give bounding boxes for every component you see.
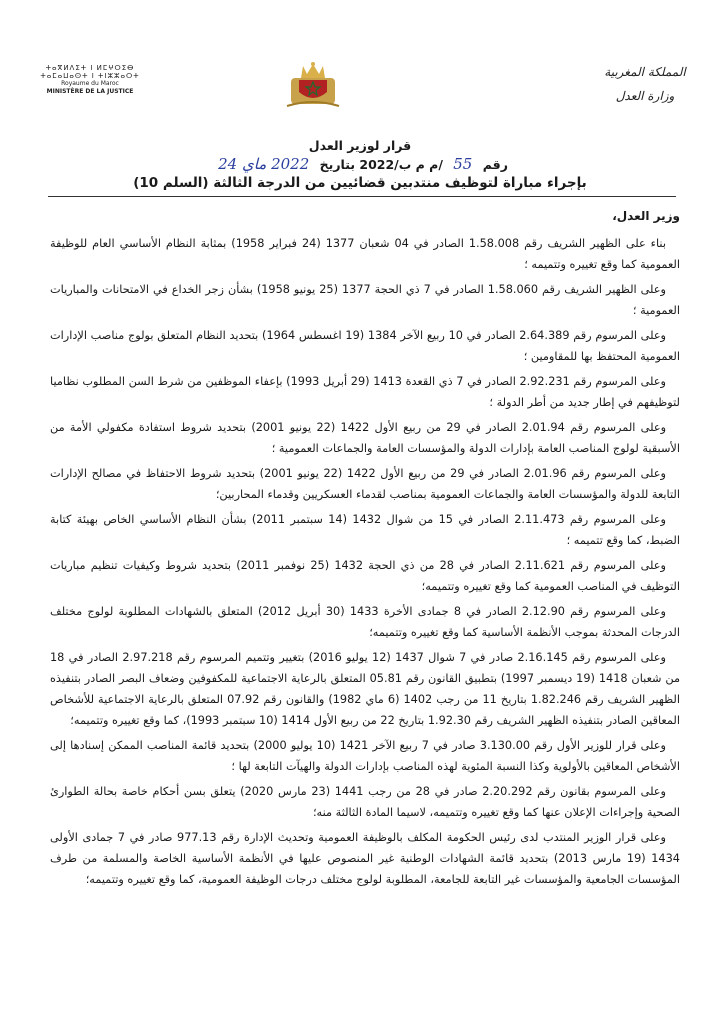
recital-paragraph: بناء على الظهير الشريف رقم 1.58.008 الصادر في 04 شعبان 1377 (24 فبراير 1958) بمثابة النظام الأساسي العام للوظيفة العمومية كما وقع تغييره وتتميمه ؛: [50, 237, 680, 271]
recital-paragraph: وعلى الظهير الشريف رقم 1.58.060 الصادر في 7 ذي الحجة 1377 (25 يونيو 1958) بشأن زجر الخداع في الامتحانات والمباريات العمومية ؛: [50, 283, 680, 317]
recital-paragraph: وعلى قرار الوزير المنتدب لدى رئيس الحكومة المكلف بالوظيفة العمومية وتحديث الإدارة رقم 977.13 صادر في 7 جمادى الأولى 1434 (19 مارس 2013) بتحديد قائمة الشهادات الوطنية غير المنصوص عليها في الأنظمة الأساسية الخاصة والمسلمة من طرف المؤسسات الجامعية والمؤسسات غير التابعة للجامعة، المطلوبة لولوج مختلف درجات الوظيفة العمومية، كما وقع تغييره وتتميمه؛: [50, 831, 680, 886]
recital-paragraph: وعلى المرسوم بقانون رقم 2.20.292 صادر في 28 من رجب 1441 (23 مارس 2020) يتعلق بسن أحكام خاصة بحالة الطوارئ الصحية وإجراءات الإعلان عنها كما وقع تغييره وتتميمه، لاسيما المادة الثالثة منه؛: [50, 785, 680, 819]
kingdom-fr: Royaume du Maroc: [61, 80, 119, 87]
recital-paragraph: وعلى المرسوم رقم 2.16.145 صادر في 7 شوال 1437 (12 يوليو 2016) بتغيير وتتميم المرسوم رقم 2.97.218 الصادر في 18 من شعبان 1418 (19 ديسمبر 1997) بتطبيق القانون رقم 05.81 المتعلق بالرعاية الاجتماعية للمكفوفين وضعاف البصر الصادر بتنفيذه الظهير الشريف رقم 1.82.246 بتاريخ 11 من رجب 1402 (6 ماي 1982) والقانون رقم 07.92 المتعلق بالرعاية الاجتماعية للأشخاص المعاقين الصادر بتنفيذه الظهير الشريف رقم 1.92.30 بتاريخ 22 من ربيع الأول 1414 (10 سبتمبر 1993)، كما وقع تغييره وتتميمه؛: [50, 651, 681, 727]
recital-paragraph: وعلى المرسوم رقم 2.11.621 الصادر في 28 من ذي الحجة 1432 (25 نوفمبر 2011) بتحديد شروط وكيفيات تنظيم مباريات التوظيف في المناصب العمومية كما وقع تغييره وتتميمه؛: [50, 559, 680, 593]
decision-title-block: [120, 136, 600, 193]
recital-paragraph: وعلى المرسوم رقم 2.01.96 الصادر في 29 من ربيع الأول 1422 (22 يونيو 2001) بتحديد شروط الاحتفاظ في مصالح الإدارات التابعة للدولة والمؤسسات العامة والجماعات العمومية بمناصب لقدماء العسكريين وقدماء المحاربين؛: [50, 467, 680, 501]
recital-paragraph: وعلى المرسوم رقم 2.64.389 الصادر في 10 ربيع الآخر 1384 (19 اغسطس 1964) بتحديد النظام المتعلق بولوج مناصب الإدارات العمومية المحتفظ بها للمقاومين ؛: [50, 329, 680, 363]
kingdom-ar: المملكة المغربية: [604, 65, 686, 79]
decision-subject: بإجراء مباراة لتوظيف منتدبين قضائيين من الدرجة الثالثة (السلم 10): [133, 175, 587, 191]
recital-paragraph: وعلى قرار للوزير الأول رقم 3.130.00 صادر في 7 ربيع الآخر 1421 (10 يوليو 2000) بتحديد قائمة المناصب الممكن إسنادها إلى الأشخاص المعاقين بالأولوية وكذا النسبة المئوية لهذه المناصب بإدارات الدولة والهيآت التابعة لها ؛: [50, 739, 680, 773]
title-divider: [48, 196, 676, 197]
recital-paragraph: وعلى المرسوم رقم 2.01.94 الصادر في 29 من ربيع الأول 1422 (22 يونيو 2001) بتحديد شروط استفادة مكفولي الأمة من الأسبقية لولوج المناصب العامة بإدارات الدولة والمؤسسات العامة والجماعات العمومية ؛: [50, 421, 680, 455]
recital-paragraph: وعلى المرسوم رقم 2.92.231 الصادر في 7 ذي القعدة 1413 (29 أبريل 1993) بإعفاء الموظفين من شرط السن المطلوب نظاميا لتوظيفهم في إطار جديد من أطر الدولة ؛: [50, 375, 680, 409]
ministry-header-right: [590, 60, 700, 108]
tifinagh-ministry: ⵜⴰⵎⴰⵡⴰⵙⵜ ⵏ ⵜⵏⵣⵣⴰⵔⵜ: [40, 72, 140, 80]
ministry-fr: MINISTÈRE DE LA JUSTICE: [46, 88, 134, 95]
minister-line: وزير العدل،: [612, 209, 680, 223]
recital-paragraph: وعلى المرسوم رقم 2.12.90 الصادر في 8 جمادى الأخرة 1433 (30 أبريل 2012) المتعلق بالشهادات المطلوبة لولوج مختلف الدرجات المحدثة بموجب الأنظمة الأساسية كما وقع تغييره وتتميمه؛: [50, 605, 680, 639]
decision-heading: قرار لوزير العدل: [308, 138, 412, 153]
handwritten-number: 55: [453, 155, 473, 173]
ministry-ar: وزارة العدل: [615, 89, 675, 103]
decision-body: [50, 206, 680, 894]
ministry-logo-left: [40, 64, 140, 96]
decision-number-line: [120, 155, 600, 174]
number-suffix: /م م ب/2022 بتاريخ: [319, 157, 443, 172]
number-prefix: رقم: [482, 157, 508, 172]
handwritten-date: 2022 ماي 24: [218, 155, 310, 173]
tifinagh-kingdom: ⵜⴰⴳⵍⴷⵉⵜ ⵏ ⵍⵎⵖⵔⵉⴱ: [45, 64, 135, 72]
royal-emblem-icon: [285, 60, 341, 108]
recital-paragraph: وعلى المرسوم رقم 2.11.473 الصادر في 15 من شوال 1432 (14 سبتمبر 2011) بشأن النظام الأساسي الخاص بهيئة كتابة الضبط، كما وقع تتميمه ؛: [50, 513, 680, 547]
